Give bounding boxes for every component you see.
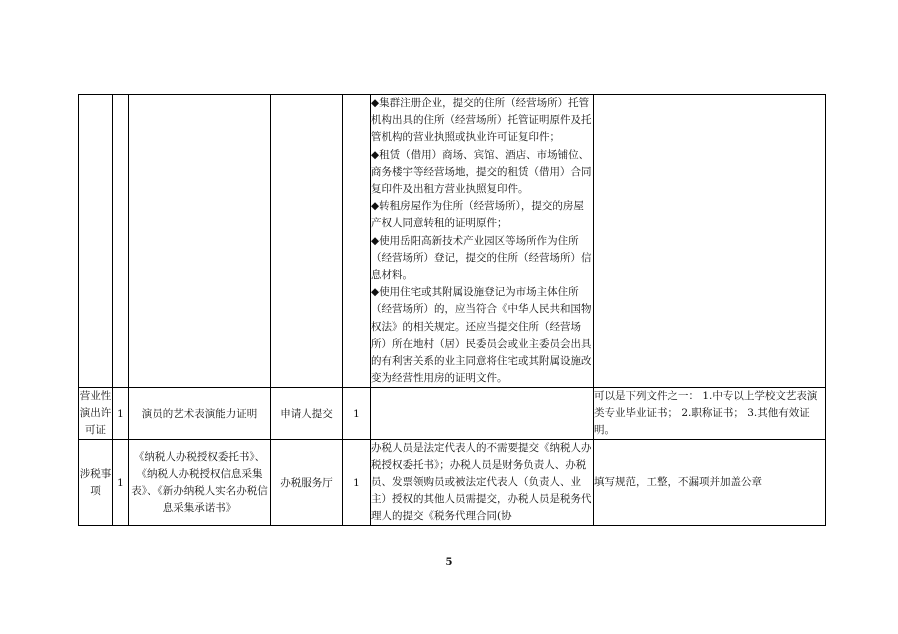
- number-cell: 1: [113, 388, 129, 440]
- table-row: [79, 388, 826, 440]
- copies-cell: 1: [343, 388, 371, 440]
- note-cell: 填写规范，工整，不漏项并加盖公章: [594, 440, 826, 526]
- table-row: [79, 95, 826, 388]
- requirement-item: ◆租赁（借用）商场、宾馆、酒店、市场铺位、商务楼宇等经营场地，提交的租赁（借用）合同复印件及出租方营业执照复印件。: [371, 148, 592, 196]
- table-row: [79, 440, 826, 526]
- source-cell: 申请人提交: [271, 388, 343, 440]
- document-cell: [129, 95, 271, 388]
- category-cell: 涉税事项: [79, 440, 113, 526]
- requirement-item: ◆使用岳阳高新技术产业园区等场所作为住所（经营场所）登记，提交的住所（经营场所）信息材料。: [371, 234, 592, 282]
- requirement-item: ◆转租房屋作为住所（经营场所），提交的房屋产权人同意转租的证明原件；: [371, 200, 584, 230]
- number-cell: 1: [113, 440, 129, 526]
- source-cell: 办税服务厅: [271, 440, 343, 526]
- copies-cell: 1: [343, 440, 371, 526]
- note-cell: 可以是下列文件之一： 1.中专以上学校文艺表演类专业毕业证书； 2.职称证书； 3.其他有效证明。: [594, 388, 826, 440]
- document-cell: 《纳税人办税授权委托书》、《纳税人办税授权信息采集表》、《新办纳税人实名办税信息采集承诺书》: [129, 440, 271, 526]
- document-cell: 演员的艺术表演能力证明: [129, 388, 271, 440]
- materials-table: [78, 94, 826, 526]
- source-cell: [271, 95, 343, 388]
- number-cell: [113, 95, 129, 388]
- category-cell: 营业性演出许可证: [79, 388, 113, 440]
- page-number: 5: [445, 557, 453, 568]
- requirements-cell: [371, 388, 594, 440]
- copies-cell: [343, 95, 371, 388]
- requirements-cell: 办税人员是法定代表人的不需要提交《纳税人办税授权委托书》；办税人员是财务负责人、办税员、发票领购员或被法定代表人（负责人、业主）授权的其他人员需提交，办税人员是税务代理人的提交《税务代理合同(协: [371, 440, 594, 526]
- note-cell: [594, 95, 826, 388]
- category-cell: [79, 95, 113, 388]
- requirement-item: ◆集群注册企业，提交的住所（经营场所）托管机构出具的住所（经营场所）托管证明原件及托管机构的营业执照或执业许可证复印件；: [371, 97, 592, 144]
- requirements-cell: [371, 95, 594, 388]
- requirement-item: ◆使用住宅或其附属设施登记为市场主体住所（经营场所）的，应当符合《中华人民共和国物权法》的相关规定。还应当提交住所（经营场所）所在地村（居）民委员会或业主委员会出具的有利害关系的业主同意将住宅或其附属设施改变为经营性用房的证明文件。: [371, 286, 592, 385]
